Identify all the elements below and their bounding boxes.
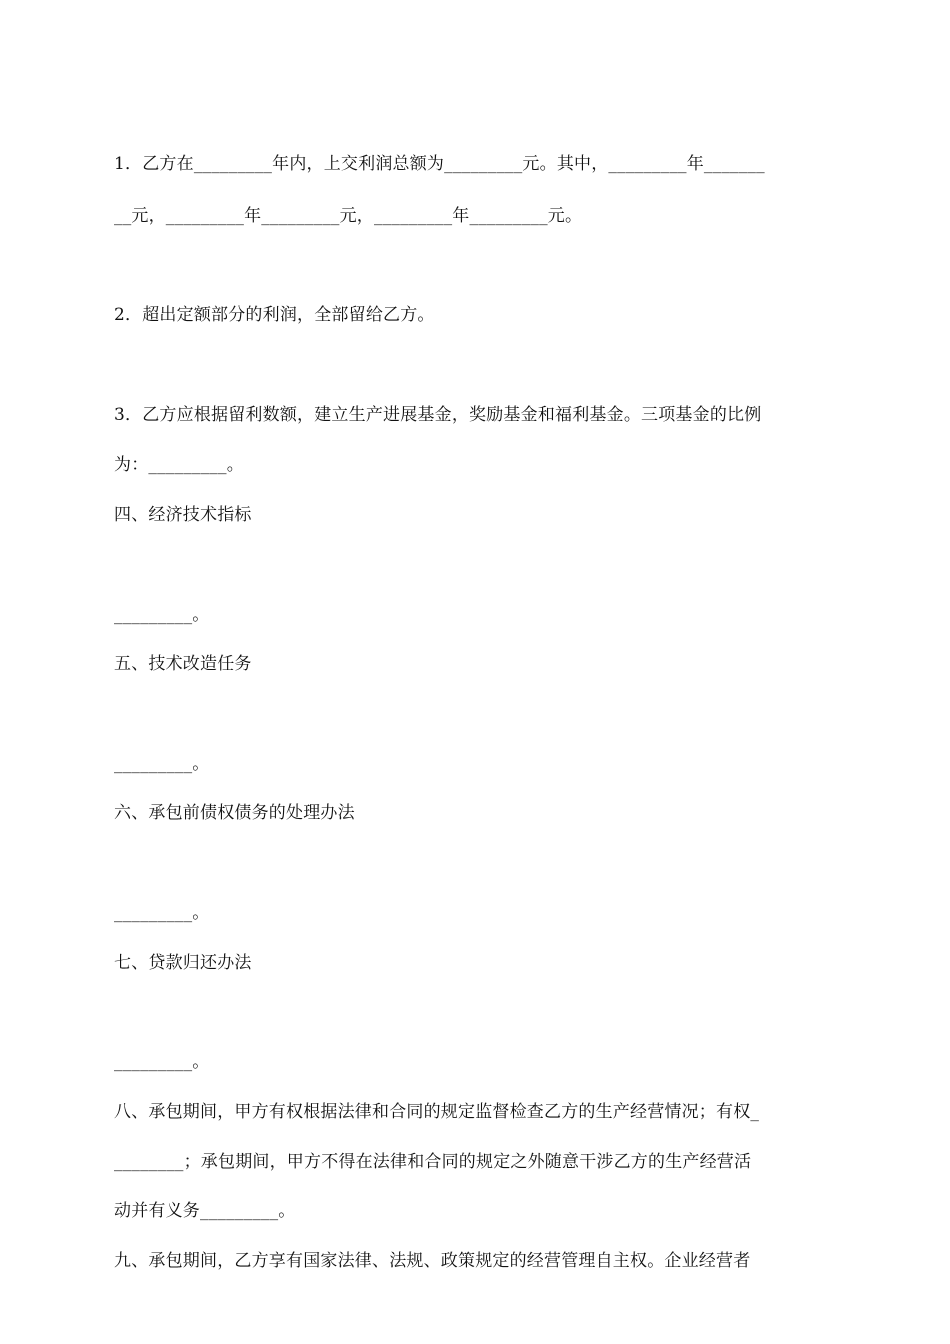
- section-4-heading: 四、经济技术指标: [114, 505, 252, 525]
- section-7-heading: 七、贷款归还办法: [114, 953, 252, 973]
- clause-3-line-1: 3．乙方应根据留利数额，建立生产进展基金，奖励基金和福利基金。三项基金的比例: [114, 405, 762, 425]
- section-8-line-3: 动并有义务_________。: [114, 1201, 296, 1221]
- section-7-blank: _________。: [114, 1052, 210, 1072]
- section-6-heading: 六、承包前债权债务的处理办法: [114, 803, 355, 823]
- clause-2-line: 2．超出定额部分的利润，全部留给乙方。: [114, 305, 435, 325]
- section-5-heading: 五、技术改造任务: [114, 654, 252, 674]
- clause-1-line-1: 1．乙方在_________年内，上交利润总额为_________元。其中，_________年_______: [114, 154, 765, 174]
- section-8-line-1: 八、承包期间，甲方有权根据法律和合同的规定监督检查乙方的生产经营情况；有权_: [114, 1102, 760, 1122]
- section-9-line-1: 九、承包期间，乙方享有国家法律、法规、政策规定的经营管理自主权。企业经营者: [114, 1251, 751, 1271]
- section-4-blank: _________。: [114, 605, 210, 625]
- clause-1-line-2: __元，_________年_________元，_________年_________元。: [114, 206, 583, 226]
- section-5-blank: _________。: [114, 754, 210, 774]
- section-6-blank: _________。: [114, 903, 210, 923]
- section-8-line-2: ________；承包期间，甲方不得在法律和合同的规定之外随意干涉乙方的生产经营活: [114, 1152, 752, 1172]
- clause-3-line-2: 为：_________。: [114, 455, 244, 475]
